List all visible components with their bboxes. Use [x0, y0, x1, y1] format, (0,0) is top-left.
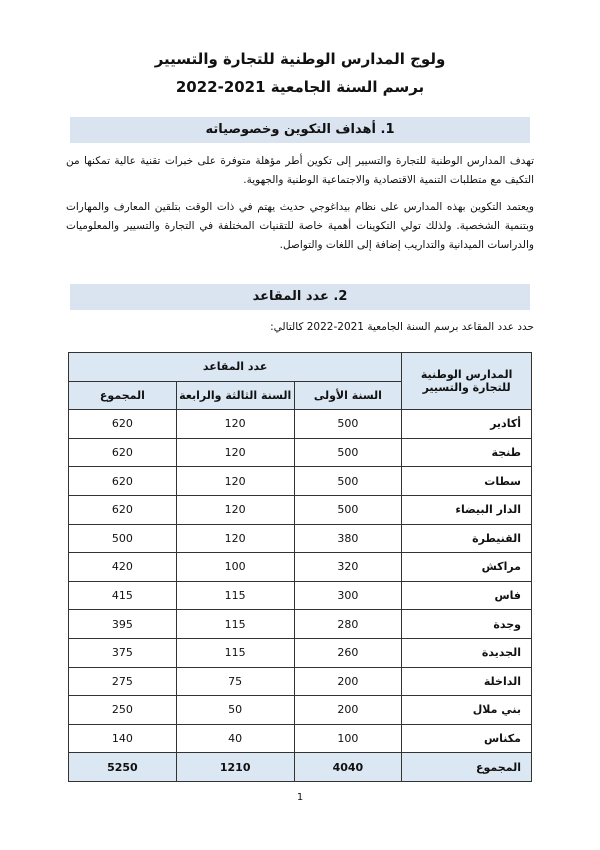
total-year34: 1210 [176, 753, 294, 782]
seats-total: 420 [69, 553, 177, 582]
seats-total: 140 [69, 724, 177, 753]
section-heading-seats: 2. عدد المقاعد [70, 284, 530, 310]
seats-year34: 40 [176, 724, 294, 753]
school-name: فاس [402, 581, 532, 610]
header-seats: عدد المقاعد [69, 353, 402, 382]
seats-year1: 500 [294, 438, 402, 467]
header-year34: السنة الثالثة والرابعة [176, 381, 294, 410]
seats-year1: 280 [294, 610, 402, 639]
seats-year1: 380 [294, 524, 402, 553]
document-subtitle: برسم السنة الجامعية 2021-2022 [175, 78, 425, 96]
school-name: القنيطرة [402, 524, 532, 553]
table-row [69, 581, 532, 610]
seats-year1: 200 [294, 696, 402, 725]
school-name: بني ملال [402, 696, 532, 725]
school-name: الجديدة [402, 638, 532, 667]
school-name: مراكش [402, 553, 532, 582]
seats-year34: 115 [176, 610, 294, 639]
table-row [69, 467, 532, 496]
table-row [69, 696, 532, 725]
seats-year34: 120 [176, 410, 294, 439]
seats-year1: 320 [294, 553, 402, 582]
section-heading-objectives: 1. أهداف التكوين وخصوصياته [70, 117, 530, 143]
table-row [69, 610, 532, 639]
school-name: الدار البيضاء [402, 495, 532, 524]
seats-year34: 120 [176, 495, 294, 524]
school-name: مكناس [402, 724, 532, 753]
seats-year34: 75 [176, 667, 294, 696]
total-row [69, 753, 532, 782]
table-row [69, 724, 532, 753]
seats-total: 500 [69, 524, 177, 553]
header-school: المدارس الوطنية للتجارة والتسيير [402, 353, 532, 410]
seats-year1: 300 [294, 581, 402, 610]
header-total: المجموع [69, 381, 177, 410]
seats-year34: 120 [176, 467, 294, 496]
seats-year34: 120 [176, 524, 294, 553]
seats-total: 375 [69, 638, 177, 667]
seats-total: 415 [69, 581, 177, 610]
seats-total: 620 [69, 495, 177, 524]
seats-year1: 100 [294, 724, 402, 753]
seats-year1: 500 [294, 495, 402, 524]
seats-year34: 115 [176, 638, 294, 667]
seats-year34: 100 [176, 553, 294, 582]
seats-year34: 115 [176, 581, 294, 610]
seats-total: 620 [69, 467, 177, 496]
seats-year1: 500 [294, 410, 402, 439]
table-row [69, 553, 532, 582]
seats-total: 275 [69, 667, 177, 696]
school-name: طنجة [402, 438, 532, 467]
seats-year34: 50 [176, 696, 294, 725]
header-year1: السنة الأولى [294, 381, 402, 410]
school-name: أكادير [402, 410, 532, 439]
table-row [69, 667, 532, 696]
school-name: سطات [402, 467, 532, 496]
total-year1: 4040 [294, 753, 402, 782]
seats-total: 395 [69, 610, 177, 639]
seats-intro-text: حدد عدد المقاعد برسم السنة الجامعية 2021-2022 كالتالي: [270, 321, 534, 333]
school-name: وجدة [402, 610, 532, 639]
seats-year1: 500 [294, 467, 402, 496]
total-label: المجموع [402, 753, 532, 782]
table-row [69, 495, 532, 524]
table-row [69, 638, 532, 667]
seats-year34: 120 [176, 438, 294, 467]
paragraph-pedagogy: ويعتمد التكوين بهذه المدارس على نظام بيداغوجي حديث يهتم في ذات الوقت بتلقين المعارف والمهارات وبتنمية الشخصية. ولذلك تولي التكوينات أهمية خاصة للتقنيات المختلفة في التجارة والتسيير والمعلوميات والدراسات الميدانية والتداريب إضافة إلى اللغات والتواصل. [66, 201, 534, 251]
seats-total: 620 [69, 438, 177, 467]
grand-total: 5250 [69, 753, 177, 782]
page-number: 1 [296, 792, 304, 803]
table-row [69, 524, 532, 553]
school-name: الداخلة [402, 667, 532, 696]
seats-total: 250 [69, 696, 177, 725]
paragraph-objectives: تهدف المدارس الوطنية للتجارة والتسيير إلى تكوين أطر مؤهلة متوفرة على خبرات تقنية عالية تمكنها من التكيف مع متطلبات التنمية الاقتصادية والاجتماعية الوطنية والجهوية. [66, 155, 534, 186]
seats-table [68, 352, 532, 782]
seats-year1: 260 [294, 638, 402, 667]
table-row [69, 438, 532, 467]
table-row [69, 410, 532, 439]
seats-year1: 200 [294, 667, 402, 696]
seats-total: 620 [69, 410, 177, 439]
document-title: ولوج المدارس الوطنية للتجارة والتسيير [154, 50, 446, 68]
